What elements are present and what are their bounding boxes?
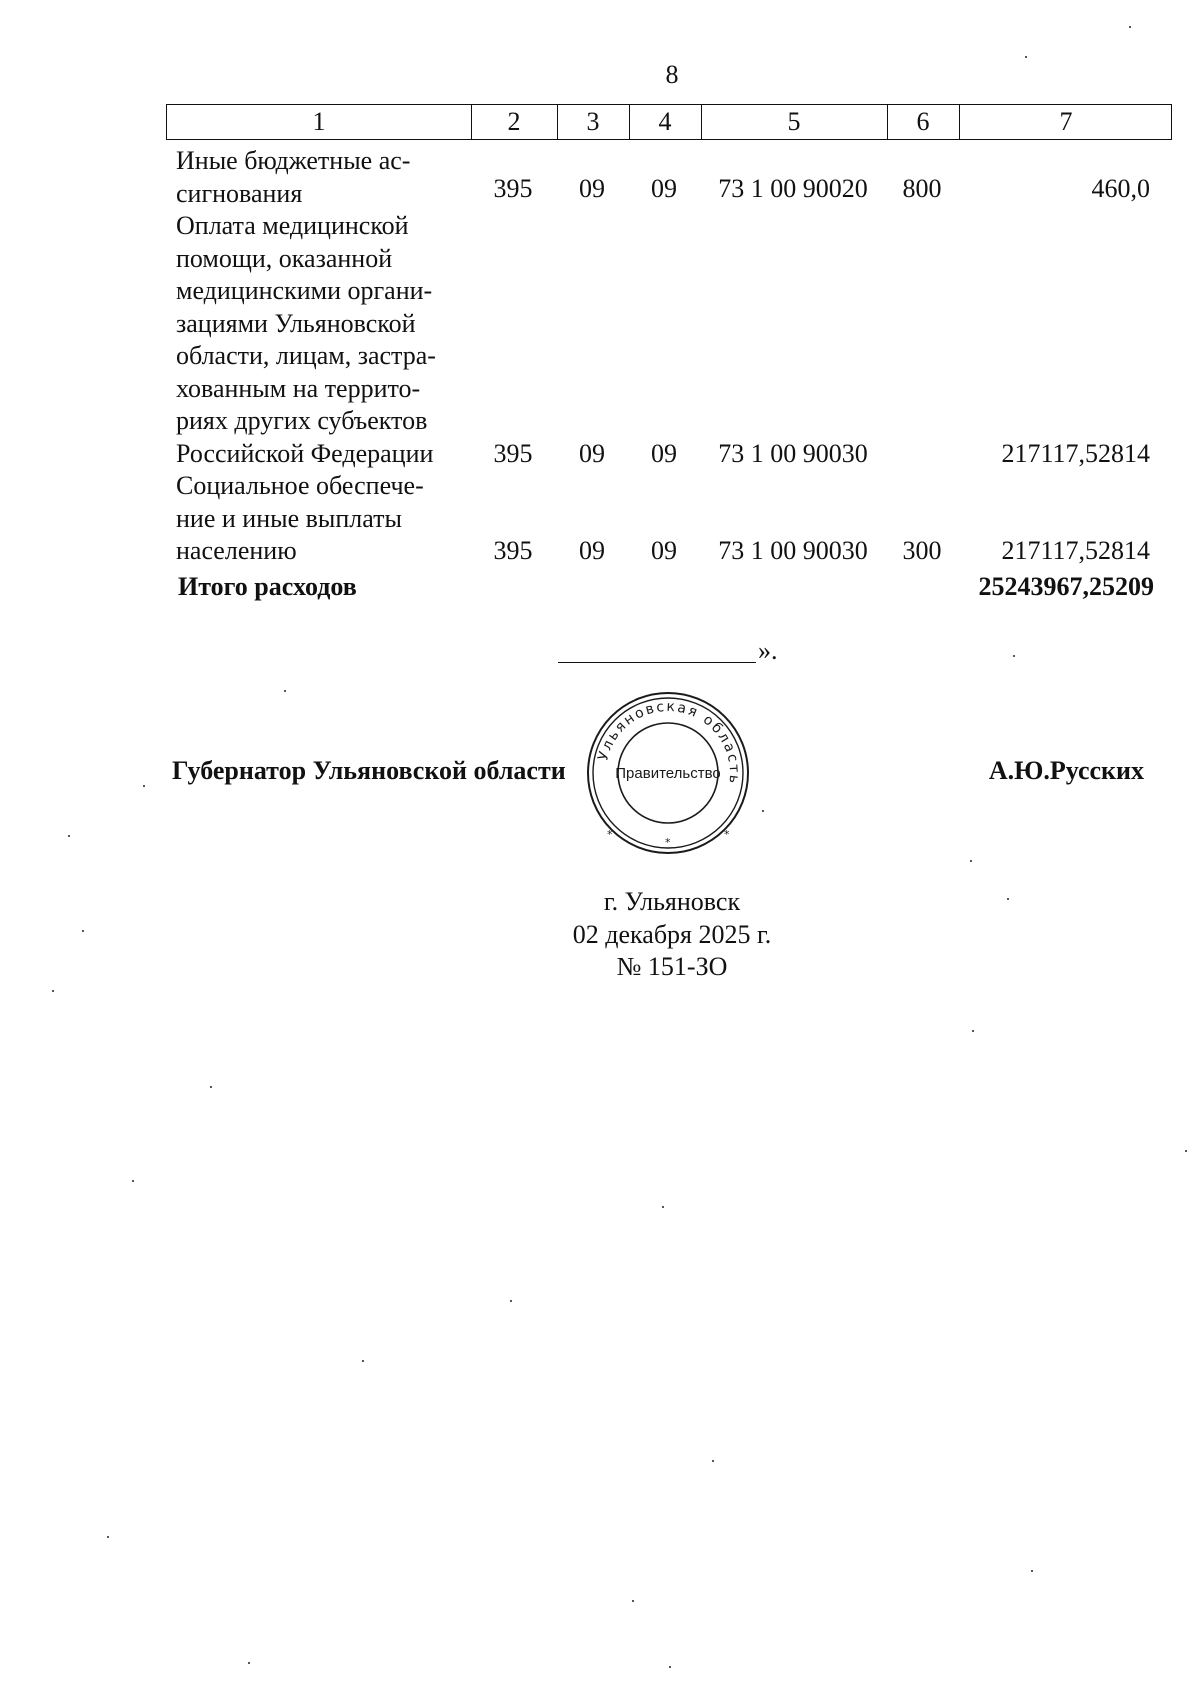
scan-speck <box>972 1030 974 1032</box>
table-row-2-col-7: 217117,52814 <box>1001 439 1150 468</box>
law-number: № 151-ЗО <box>616 952 728 981</box>
seal-ring-text: Ульяновская область <box>595 698 743 787</box>
scan-speck <box>52 990 54 992</box>
signatory-title: Губернатор Ульяновской области <box>172 756 566 785</box>
table-row-2-col-2: 395 <box>493 439 533 468</box>
col-header-3: 3 <box>586 107 600 136</box>
scan-speck <box>970 860 972 862</box>
table-row-1-col-6: 800 <box>902 174 942 203</box>
scan-speck <box>143 785 145 787</box>
desc-line: хованным на террито- <box>176 373 421 403</box>
scan-speck <box>82 930 84 932</box>
table-row-3-col-7: 217117,52814 <box>1001 536 1150 565</box>
table-row-3-col-5: 73 1 00 90030 <box>718 536 868 565</box>
table-row-2-col-5: 73 1 00 90030 <box>718 439 868 468</box>
page-number: 8 <box>665 60 679 89</box>
closing-underline <box>558 662 756 663</box>
scan-speck <box>210 1086 212 1088</box>
scan-speck <box>248 1662 250 1664</box>
table-row-3-col-2: 395 <box>493 536 533 565</box>
table-row-3-col-3: 09 <box>579 536 605 565</box>
scan-speck <box>510 1300 512 1302</box>
col-header-7: 7 <box>1059 107 1073 136</box>
desc-line: Оплата медицинской <box>176 211 409 240</box>
scan-speck <box>132 1180 134 1182</box>
col-header-1: 1 <box>312 107 326 136</box>
table-row-3-col-4: 09 <box>651 536 677 565</box>
scan-speck <box>1031 1570 1033 1572</box>
table-row-1-description <box>176 145 458 210</box>
scan-speck <box>107 1536 109 1538</box>
svg-text:*: * <box>724 828 730 841</box>
official-seal <box>583 688 753 858</box>
signatory-name: А.Ю.Русских <box>988 756 1144 785</box>
scan-speck <box>1025 56 1027 58</box>
svg-text:*: * <box>607 828 613 841</box>
desc-line: помощи, оказанной <box>176 243 393 273</box>
desc-line: медицинскими органи- <box>176 276 433 305</box>
scan-speck <box>632 1600 634 1602</box>
desc-line: Российской Федерации <box>176 438 434 468</box>
scan-speck <box>662 1206 664 1208</box>
scan-speck <box>68 835 70 837</box>
desc-line: сигнования <box>176 178 303 208</box>
svg-text:*: * <box>665 836 671 849</box>
table-row-3-col-6: 300 <box>902 536 942 565</box>
scan-speck <box>762 810 764 812</box>
total-label: Итого расходов <box>178 572 357 601</box>
table-row-1-col-3: 09 <box>579 174 605 203</box>
desc-line: населению <box>176 536 297 565</box>
col-header-5: 5 <box>787 107 801 136</box>
desc-line: риях других субъектов <box>176 406 428 435</box>
table-row-1-col-2: 395 <box>493 174 533 203</box>
scan-speck <box>1007 898 1009 900</box>
scan-speck <box>1129 26 1131 28</box>
scan-speck <box>1013 655 1015 657</box>
table-row-1-col-7: 460,0 <box>1091 174 1150 203</box>
desc-line: ние и иные выплаты <box>176 503 402 533</box>
scan-speck <box>669 1666 671 1668</box>
desc-line: области, лицам, застра- <box>176 341 436 370</box>
col-header-4: 4 <box>658 107 672 136</box>
table-row-2-col-3: 09 <box>579 439 605 468</box>
issuance-block <box>0 886 1200 984</box>
scan-speck <box>712 1460 714 1462</box>
table-row-2-description <box>176 210 458 470</box>
col-header-6: 6 <box>916 107 930 136</box>
desc-line: Иные бюджетные ас- <box>176 146 411 175</box>
desc-line: зациями Ульяновской <box>176 308 416 338</box>
issuance-date: 02 декабря 2025 г. <box>572 919 772 949</box>
table-row-3-description <box>176 470 458 568</box>
table-row-2-col-4: 09 <box>651 439 677 468</box>
scan-speck <box>284 690 286 692</box>
col-header-2: 2 <box>507 107 521 136</box>
closing-quote: ». <box>758 636 778 665</box>
seal-center-text: Правительство <box>615 765 721 782</box>
issuance-city: г. Ульяновск <box>603 887 741 916</box>
table-row-1-col-4: 09 <box>651 174 677 203</box>
table-header-row <box>166 104 1172 140</box>
table-row-1-col-5: 73 1 00 90020 <box>718 174 868 203</box>
desc-line: Социальное обеспече- <box>176 471 424 500</box>
total-value: 25243967,25209 <box>978 572 1154 601</box>
scan-speck <box>1185 1150 1187 1152</box>
scan-speck <box>362 1360 364 1362</box>
